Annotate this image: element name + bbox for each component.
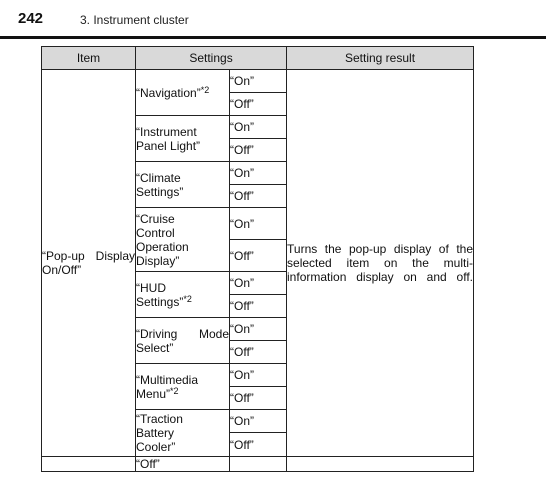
value-on: “On” <box>230 318 287 341</box>
column-header-settings: Settings <box>136 47 287 70</box>
page-header <box>0 0 546 40</box>
setting-result-cell <box>287 70 474 457</box>
setting-label: “Climate <box>136 170 181 185</box>
setting-label: Battery <box>136 426 175 440</box>
setting-cruise-control-operation-display <box>136 208 230 272</box>
item-text-line: On/Off” <box>42 263 82 277</box>
setting-hud-settings <box>136 272 230 318</box>
footnote-marker: *2 <box>183 293 192 304</box>
setting-label: Settings” <box>136 294 184 309</box>
value-on: “On” <box>230 410 287 433</box>
value-off: “Off” <box>230 240 287 272</box>
setting-label: “Traction <box>136 412 183 426</box>
setting-traction-battery-cooler <box>136 410 230 457</box>
footnote-marker: *2 <box>200 84 210 95</box>
table-row-partial <box>42 457 474 472</box>
value-off: “Off” <box>230 387 287 410</box>
column-header-item: Item <box>42 47 136 70</box>
setting-label: Select” <box>136 340 174 355</box>
section-title: 3. Instrument cluster <box>80 13 189 27</box>
value-on: “On” <box>230 70 287 93</box>
value-off: “Off” <box>230 185 287 208</box>
value-on: “On” <box>230 208 287 240</box>
setting-label: “Driving Mode <box>136 326 229 341</box>
value-on: “On” <box>230 162 287 185</box>
setting-driving-mode-select <box>136 318 230 364</box>
value-on: “On” <box>230 272 287 295</box>
value-off: “Off” <box>230 341 287 364</box>
item-cell-popup-display <box>42 70 136 457</box>
setting-label: “Cruise <box>136 211 175 226</box>
setting-label: Menu” <box>136 386 171 401</box>
setting-multimedia-menu <box>136 364 230 410</box>
page-number: 242 <box>18 10 44 27</box>
value-off: “Off” <box>230 295 287 318</box>
setting-label: “HUD <box>136 280 166 295</box>
value-cell-empty <box>230 457 287 472</box>
value-off: “Off” <box>230 433 287 457</box>
value-on: “On” <box>230 116 287 139</box>
setting-label: Display” <box>136 253 180 268</box>
setting-label: “Instrument <box>136 124 197 139</box>
table-row <box>42 70 474 93</box>
item-cell-empty <box>42 457 136 472</box>
setting-climate-settings <box>136 162 230 208</box>
value-off: “Off” <box>230 139 287 162</box>
value-on: “On” <box>230 364 287 387</box>
setting-label: Panel Light” <box>136 138 201 153</box>
setting-label: Control <box>136 225 175 240</box>
value-off: “Off” <box>230 93 287 116</box>
column-header-setting-result: Setting result <box>287 47 474 70</box>
footnote-marker: *2 <box>170 385 179 396</box>
header-rule <box>0 36 546 39</box>
item-text-line: “Pop-up Display <box>42 249 135 263</box>
setting-navigation <box>136 70 230 116</box>
setting-label: Settings” <box>136 184 184 199</box>
settings-table <box>41 46 474 472</box>
table-header-row <box>42 47 474 70</box>
result-cell-empty <box>287 457 474 472</box>
result-text-line: selected item on the multi- <box>287 256 474 270</box>
setting-label: “Multimedia <box>136 372 199 387</box>
result-text-line: information display on and off. <box>287 270 474 284</box>
setting-instrument-panel-light <box>136 116 230 162</box>
result-text-line: Turns the pop-up display of the <box>287 242 474 256</box>
setting-partial: “Off” <box>136 457 230 472</box>
setting-label: Operation <box>136 239 189 254</box>
setting-label: “Navigation” <box>136 85 201 100</box>
setting-label: Cooler” <box>136 440 176 454</box>
